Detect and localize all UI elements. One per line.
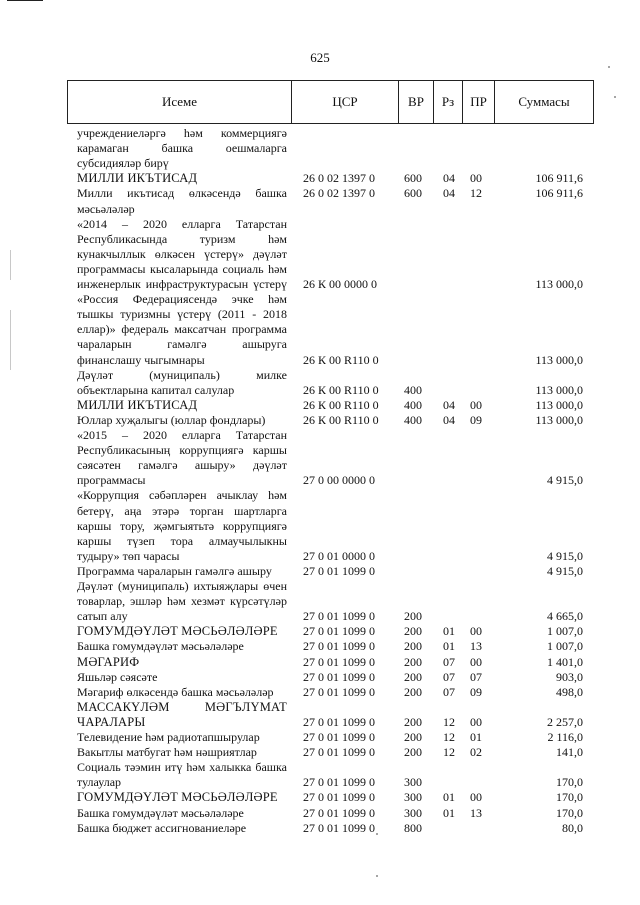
cell-vr: 200: [404, 609, 422, 624]
scan-speck: [614, 96, 616, 98]
cell-pr: 07: [470, 669, 482, 684]
cell-pr: 13: [470, 639, 482, 654]
cell-sum: 4 915,0: [547, 473, 583, 488]
cell-rz: 07: [443, 684, 455, 699]
cell-vr: 200: [404, 669, 422, 684]
cell-sum: 106 911,6: [535, 171, 583, 186]
cell-sum: 4 915,0: [547, 563, 583, 578]
cell-csr: 27 0 01 1099 0: [303, 684, 375, 699]
cell-name: бетерү, аңа этәрә торган шартларга: [77, 503, 287, 518]
table-row: [0, 549, 640, 564]
cell-name: товарлар, эшләр һәм хезмәт күрсәтүләр: [77, 594, 287, 609]
cell-csr: 27 0 01 1099 0: [303, 805, 375, 820]
table-row: [0, 126, 640, 141]
cell-sum: 106 911,6: [535, 186, 583, 201]
cell-sum: 170,0: [556, 790, 583, 805]
cell-name: МӘГАРИФ: [77, 654, 140, 669]
cell-csr: 27 0 01 1099 0: [303, 563, 375, 578]
cell-csr: 27 0 01 1099 0: [303, 609, 375, 624]
cell-sum: 80,0: [562, 820, 583, 835]
table-row: [0, 292, 640, 307]
table-row: [0, 247, 640, 262]
cell-name: Башка гомумдәүләт мәсьәләләре: [77, 805, 244, 820]
cell-sum: 4 665,0: [547, 609, 583, 624]
cell-sum: 1 007,0: [547, 639, 583, 654]
cell-name: Республикасының коррупциягә каршы: [77, 443, 287, 458]
cell-name: Милли икътисад өлкәсендә башка: [77, 186, 287, 201]
table-row: [0, 202, 640, 217]
cell-vr: 300: [404, 790, 422, 805]
scan-speck: [376, 875, 378, 877]
table-row: [0, 760, 640, 775]
cell-csr: 26 К 00 R110 0: [303, 382, 379, 397]
table-row: [0, 428, 640, 443]
table-row: [0, 473, 640, 488]
cell-vr: 200: [404, 684, 422, 699]
table-row: [0, 534, 640, 549]
table-row: [0, 383, 640, 398]
cell-name: ЧАРАЛАРЫ: [77, 714, 146, 729]
cell-sum: 113 000,0: [535, 352, 583, 367]
cell-rz: 04: [443, 412, 455, 427]
cell-name: Дәүләт (муниципаль) ихтыяҗлары өчен: [77, 579, 287, 593]
cell-sum: 1 401,0: [547, 654, 583, 669]
table-row: [0, 639, 640, 654]
cell-name: объектларына капитал салулар: [77, 382, 235, 397]
cell-rz: 07: [443, 654, 455, 669]
cell-name: финанслашу чыгымнары: [77, 352, 205, 367]
table-row: [0, 488, 640, 503]
table-row: [0, 715, 640, 730]
table-row: [0, 186, 640, 201]
cell-sum: 498,0: [556, 684, 583, 699]
cell-pr: 00: [470, 790, 482, 805]
cell-name: Социаль тәэмин итү һәм халыкка башка: [77, 760, 287, 775]
cell-csr: 27 0 01 1099 0: [303, 669, 375, 684]
cell-rz: 04: [443, 186, 455, 201]
table-row: [0, 443, 640, 458]
cell-rz: 01: [443, 790, 455, 805]
table-row: [0, 322, 640, 337]
cell-vr: 300: [404, 805, 422, 820]
cell-vr: 200: [404, 624, 422, 639]
table-row: [0, 806, 640, 821]
cell-sum: 2 116,0: [547, 730, 583, 744]
cell-csr: 26 К 00 R110 0: [303, 352, 379, 367]
cell-vr: 800: [404, 820, 422, 835]
cell-vr: 200: [404, 654, 422, 669]
table-row: [0, 307, 640, 322]
table-row: [0, 337, 640, 352]
cell-csr: 26 К 00 R110 0: [303, 412, 379, 427]
cell-sum: 1 007,0: [547, 624, 583, 639]
cell-csr: 26 К 00 0000 0: [303, 277, 378, 291]
header-sum: Суммасы: [518, 94, 570, 109]
cell-name: «2014 – 2020 елларга Татарстан: [77, 216, 287, 231]
table-row: [0, 775, 640, 790]
cell-name: МАССАКҮЛӘМ МӘГЪЛҮМАТ: [77, 699, 287, 714]
cell-name: тулаулар: [77, 775, 122, 790]
cell-name: инженерлык инфраструктурасын үстерү: [77, 277, 287, 291]
cell-rz: 12: [443, 745, 455, 760]
cell-name: каршы тору, җәмгыятьтә коррупциягә: [77, 518, 287, 533]
cell-vr: 200: [404, 639, 422, 654]
cell-name: «Россия Федерациясендә эчке һәм: [77, 292, 287, 307]
cell-rz: 01: [443, 805, 455, 820]
header-csr: ЦСР: [292, 81, 399, 123]
cell-csr: 27 0 01 1099 0: [303, 624, 375, 639]
cell-vr: 400: [404, 412, 422, 427]
cell-csr: 27 0 01 1099 0: [303, 639, 375, 654]
cell-name: каршы түзеп тора алмаучылыкны: [77, 533, 287, 548]
cell-name: еллар)» федераль максатчан программа: [77, 322, 287, 337]
table-row: [0, 579, 640, 594]
cell-name: мәсьәләләр: [77, 201, 135, 216]
cell-vr: 600: [404, 186, 422, 201]
cell-name: «2015 – 2020 елларга Татарстан: [77, 428, 287, 442]
cell-rz: 04: [443, 397, 455, 412]
cell-name: Дәүләт (муниципаль) милке: [77, 367, 287, 382]
cell-rz: 01: [443, 624, 455, 639]
table-row: [0, 519, 640, 534]
cell-name: Мәгариф өлкәсендә башка мәсьәләләр: [77, 684, 274, 699]
table-row: [0, 353, 640, 368]
table-row: [0, 730, 640, 745]
cell-name: учреждениеләргә һәм коммерциягә: [77, 126, 287, 140]
cell-csr: 27 0 01 1099 0: [303, 730, 375, 744]
cell-sum: 4 915,0: [547, 548, 583, 563]
table-row: [0, 398, 640, 413]
cell-name: МИЛЛИ ИКЪТИСАД: [77, 171, 198, 186]
cell-rz: 12: [443, 730, 455, 744]
table-row: [0, 217, 640, 232]
header-pr: ПР: [463, 81, 495, 123]
cell-vr: 200: [404, 714, 422, 729]
cell-name: МИЛЛИ ИКЪТИСАД: [77, 397, 198, 412]
table-row: [0, 700, 640, 715]
cell-csr: 27 0 01 0000 0: [303, 548, 375, 563]
table-row: [0, 141, 640, 156]
cell-csr: 26 К 00 R110 0: [303, 397, 379, 412]
cell-name: «Коррупция сәбәпләрен ачыклау һәм: [77, 488, 287, 503]
table-row: [0, 655, 640, 670]
cell-pr: 12: [470, 186, 482, 201]
cell-name: программасы: [77, 473, 146, 488]
cell-name: карамаган башка оешмаларга: [77, 141, 287, 156]
cell-pr: 01: [470, 730, 482, 744]
cell-rz: 01: [443, 639, 455, 654]
cell-csr: 26 0 02 1397 0: [303, 171, 375, 186]
table-row: [0, 171, 640, 186]
cell-name: Башка гомумдәүләт мәсьәләләре: [77, 639, 244, 654]
cell-pr: 00: [470, 714, 482, 729]
cell-csr: 27 0 01 1099 0: [303, 790, 375, 805]
cell-name: Республикасында туризм һәм: [77, 231, 287, 246]
cell-csr: 27 0 01 1099 0: [303, 654, 375, 669]
table-row: [0, 156, 640, 171]
cell-vr: 400: [404, 397, 422, 412]
table-row: [0, 745, 640, 760]
cell-name: ГОМУМДӘҮЛӘТ МӘСЬӘЛӘЛӘРЕ: [77, 624, 278, 639]
table-row: [0, 624, 640, 639]
cell-pr: 02: [470, 745, 482, 760]
cell-name: Телевидение һәм радиотапшырулар: [77, 730, 260, 744]
cell-pr: 09: [470, 684, 482, 699]
cell-sum: 170,0: [556, 805, 583, 820]
page-number: 625: [310, 50, 330, 65]
cell-vr: 600: [404, 171, 422, 186]
cell-name: Яшьләр сәясәте: [77, 669, 158, 684]
header-vr: ВР: [399, 81, 434, 123]
cell-csr: 27 0 00 0000 0: [303, 473, 375, 488]
cell-vr: 200: [404, 745, 422, 760]
cell-csr: 27 0 01 1099 0: [303, 745, 375, 760]
scan-speck: [608, 66, 610, 68]
table-row: [0, 564, 640, 579]
cell-rz: 07: [443, 669, 455, 684]
cell-csr: 27 0 01 1099 0: [303, 820, 375, 835]
cell-csr: 27 0 01 1099 0: [303, 775, 375, 790]
cell-pr: 00: [470, 624, 482, 639]
cell-vr: 300: [404, 775, 422, 790]
cell-name: сатып алу: [77, 609, 128, 624]
cell-sum: 113 000,0: [535, 412, 583, 427]
cell-sum: 113 000,0: [535, 382, 583, 397]
table-row: [0, 685, 640, 700]
cell-name: тышкы туризмны үстерү (2011 - 2018: [77, 307, 287, 322]
table-row: [0, 413, 640, 428]
cell-name: Программа чараларын гамәлгә ашыру: [77, 563, 272, 578]
table-row: [0, 821, 640, 836]
table-row: [0, 504, 640, 519]
cell-pr: 09: [470, 412, 482, 427]
cell-sum: 170,0: [556, 775, 583, 790]
cell-name: Башка бюджет ассигнованиеләре: [77, 820, 247, 835]
cell-sum: 903,0: [556, 669, 583, 684]
header-name: Исеме: [68, 81, 292, 123]
cell-rz: 12: [443, 714, 455, 729]
cell-pr: 00: [470, 654, 482, 669]
cell-csr: 26 0 02 1397 0: [303, 186, 375, 201]
cell-sum: 141,0: [556, 745, 583, 760]
table-row: [0, 232, 640, 247]
table-row: [0, 609, 640, 624]
table-row: [0, 458, 640, 473]
cell-sum: 113 000,0: [535, 397, 583, 412]
table-header: [67, 80, 594, 124]
cell-name: ГОМУМДӘҮЛӘТ МӘСЬӘЛӘЛӘРЕ: [77, 790, 278, 805]
cell-csr: 27 0 01 1099 0: [303, 714, 375, 729]
cell-name: программасы кысаларында социаль һәм: [77, 261, 287, 276]
table-row: [0, 670, 640, 685]
cell-sum: 113 000,0: [535, 277, 583, 291]
cell-pr: 13: [470, 805, 482, 820]
cell-rz: 04: [443, 171, 455, 186]
cell-sum: 2 257,0: [547, 714, 583, 729]
table-row: [0, 368, 640, 383]
cell-name: Юллар хуҗалыгы (юллар фондлары): [77, 412, 266, 427]
cell-name: тудыру» төп чарасы: [77, 548, 180, 563]
cell-vr: 400: [404, 382, 422, 397]
table-row: [0, 594, 640, 609]
cell-name: чараларын гамәлгә ашыруга: [77, 337, 287, 352]
table-row: [0, 790, 640, 805]
cell-name: субсидияләр бирү: [77, 156, 169, 171]
cell-name: Вакытлы матбугат һәм нәшриятлар: [77, 745, 257, 760]
header-rz: Рз: [434, 81, 463, 123]
table-row: [0, 262, 640, 277]
cell-name: сәясәтен гамәлгә ашыру» дәүләт: [77, 458, 287, 473]
cell-pr: 00: [470, 171, 482, 186]
cell-name: кунакчыллык өлкәсен үстерү» дәүләт: [77, 246, 287, 261]
cell-pr: 00: [470, 397, 482, 412]
cell-vr: 200: [404, 730, 422, 744]
top-rule: [7, 0, 43, 1]
table-row: [0, 277, 640, 292]
